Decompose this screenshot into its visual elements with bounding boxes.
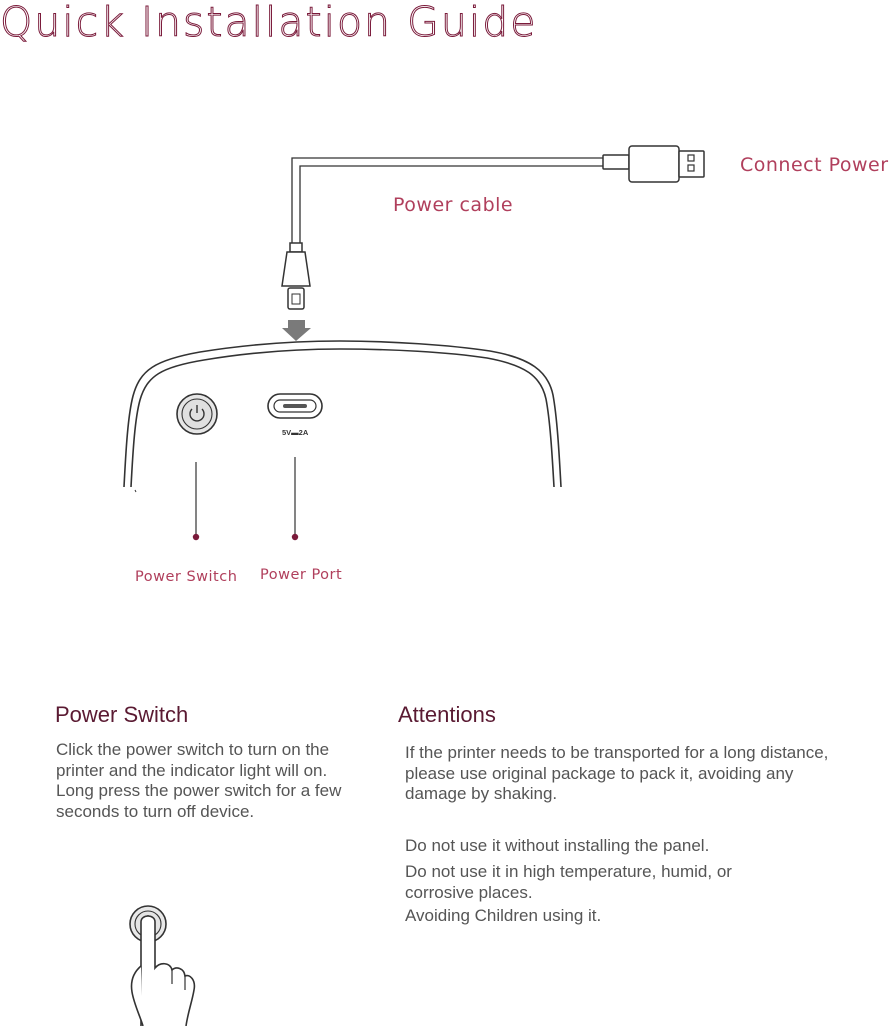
power-cable-label: Power cable [393,194,514,216]
power-switch-paragraph: Long press the power switch for a few seconds to turn off device. [56,781,342,821]
callout-lines [196,457,295,535]
attention-item: Do not use it in high temperature, humid, or corrosive places. [405,862,732,902]
usb-c-port-icon [268,394,322,418]
power-switch-heading: Power Switch [55,702,189,727]
callout-dots [193,534,298,540]
attentions-heading: Attentions [398,702,496,727]
power-switch-paragraph: Click the power switch to turn on the printer and the indicator light will on. [56,740,330,780]
usb-c-plug-icon [282,243,310,309]
page-title: Quick Installation Guide [0,0,538,46]
attention-item: If the printer needs to be transported for a long distance, please use original package to pack it, avoiding any damage by shaking. [405,743,829,803]
attention-item: Avoiding Children using it. [405,906,602,925]
power-switch-text [56,740,356,822]
power-port-label: Power Port [260,567,343,583]
down-arrow-icon [282,320,311,341]
attention-item: Do not use it without installing the panel. [405,836,710,855]
connect-power-label: Connect Power [740,154,889,176]
usb-a-connector-icon [603,146,704,182]
power-button-icon [177,394,217,434]
port-marking: 5V▬2A [282,428,309,437]
power-switch-label: Power Switch [135,569,238,585]
finger-press-icon [130,906,194,1026]
